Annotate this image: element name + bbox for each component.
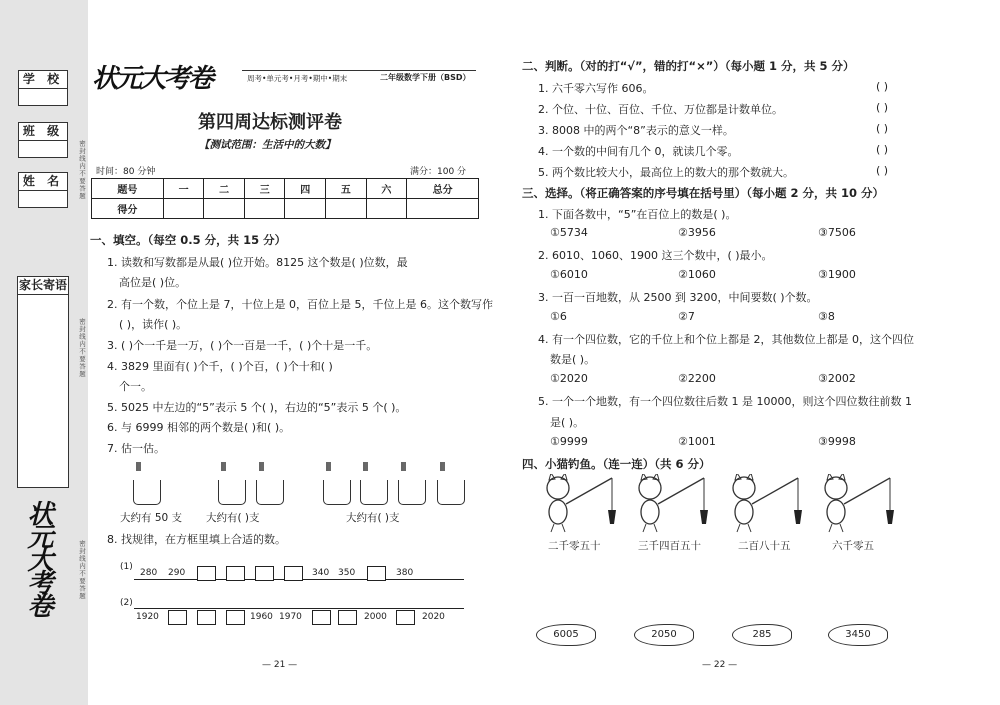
estimate-label-2: 大约有( )支 (206, 512, 260, 524)
seq1-label: (1) (120, 562, 133, 572)
cup-icon (133, 480, 161, 505)
sidebar-logo: 状元大考卷 (23, 500, 53, 615)
pencils-icon: ||||| (439, 462, 445, 472)
choice-q1-opt-2[interactable]: ②3956 (678, 226, 716, 239)
cup-icon (256, 480, 284, 505)
q4-line-b: 个一。 (119, 380, 152, 393)
school-label: 学 校 (19, 71, 67, 89)
score-entry-row (92, 199, 479, 219)
choice-q1-opt-3[interactable]: ③7506 (818, 226, 856, 239)
number-line-2 (134, 608, 464, 609)
seq2-answer-box[interactable] (168, 610, 187, 625)
seq1-answer-box[interactable] (226, 566, 245, 581)
seq1-answer-box[interactable] (367, 566, 386, 581)
choice-q1-opt-1[interactable]: ①5734 (550, 226, 588, 239)
pencils-icon: ||||| (325, 462, 331, 472)
score-cell: 三 (244, 179, 285, 199)
estimate-label-3: 大约有( )支 (346, 512, 400, 524)
pencils-icon: ||||| (135, 462, 141, 472)
header-logo: 状元大考卷 (92, 64, 213, 94)
seq2-tick: 1970 (279, 612, 302, 622)
seq1-answer-box[interactable] (284, 566, 303, 581)
choice-q2-opt-3[interactable]: ③1900 (818, 268, 856, 281)
header-rule (242, 70, 476, 71)
score-header-row (92, 179, 479, 199)
judge-item-5: 5. 两个数比较大小，最高位上的数大的那个数就大。 (538, 166, 794, 179)
choice-q4-opt-3[interactable]: ③2002 (818, 372, 856, 385)
score-cell: 题号 (92, 179, 164, 199)
seq2-tick: 2020 (422, 612, 445, 622)
cup-icon (437, 480, 465, 505)
choice-q2: 2. 6010、1060、1900 这三个数中，( )最小。 (538, 249, 773, 262)
fish-4[interactable]: 3450 (828, 624, 888, 646)
choice-q5-opt-2[interactable]: ②1001 (678, 435, 716, 448)
q5-line: 5. 5025 中左边的“5”表示 5 个( )，右边的“5”表示 5 个( )。 (107, 401, 407, 414)
seal-line-note-2: 密封线内不要答题 (78, 318, 86, 378)
choice-q5-b: 是( )。 (550, 416, 585, 429)
pencils-icon: ||||| (258, 462, 264, 472)
judge-item-2: 2. 个位、十位、百位、千位、万位都是计数单位。 (538, 103, 783, 116)
score-label: 满分：100 分 (410, 167, 467, 177)
parent-message-label: 家长寄语 (18, 277, 68, 295)
choice-q3-opt-2[interactable]: ②7 (678, 310, 695, 323)
score-table (91, 178, 479, 219)
score-cell: 总分 (407, 179, 479, 199)
score-input[interactable] (366, 199, 407, 219)
q3-line: 3. ( )个一千是一万，( )个一百是一千，( )个十是一千。 (107, 339, 378, 352)
judge-answer-3[interactable]: ( ) (876, 122, 889, 135)
seq2-answer-box[interactable] (312, 610, 331, 625)
choice-q4-opt-2[interactable]: ②2200 (678, 372, 716, 385)
seq2-tick: 1960 (250, 612, 273, 622)
score-cell: 六 (366, 179, 407, 199)
judge-item-3: 3. 8008 中的两个“8”表示的意义一样。 (538, 124, 734, 137)
choice-q5-a: 5. 一个一个地数，有一个四位数往后数 1 是 10000，则这个四位数往前数 1 (538, 395, 912, 408)
class-field[interactable] (18, 122, 68, 158)
cup-icon (218, 480, 246, 505)
estimate-label-1: 大约有 50 支 (120, 512, 183, 524)
q8-line: 8. 找规律，在方框里填上合适的数。 (107, 533, 286, 546)
score-input[interactable] (285, 199, 326, 219)
q2-line-b: ( )，读作( )。 (119, 318, 188, 331)
part4-heading: 四、小猫钓鱼。（连一连）（共 6 分） (522, 457, 711, 471)
judge-answer-2[interactable]: ( ) (876, 101, 889, 114)
seq1-answer-box[interactable] (197, 566, 216, 581)
cup-icon (398, 480, 426, 505)
score-cell: 一 (163, 179, 204, 199)
seq1-tick: 280 (140, 568, 158, 578)
choice-q3-opt-1[interactable]: ①6 (550, 310, 567, 323)
score-input[interactable] (204, 199, 245, 219)
q4-line-a: 4. 3829 里面有( )个千，( )个百，( )个十和( ) (107, 360, 333, 373)
fishing-cat-icon (540, 474, 620, 534)
fish-3[interactable]: 285 (732, 624, 792, 646)
test-scope: 【测试范围：生活中的大数】 (199, 139, 336, 151)
fishing-cat-icon (632, 474, 712, 534)
time-label: 时间：80 分钟 (96, 167, 156, 177)
page-number-right: — 22 — (702, 660, 738, 670)
score-input[interactable] (163, 199, 204, 219)
judge-answer-1[interactable]: ( ) (876, 80, 889, 93)
q6-line: 6. 与 6999 相邻的两个数是( )和( )。 (107, 421, 291, 434)
seq2-answer-box[interactable] (226, 610, 245, 625)
seal-line-note-3: 密封线内不要答题 (78, 540, 86, 600)
score-input[interactable] (244, 199, 285, 219)
seq2-answer-box[interactable] (338, 610, 357, 625)
cup-icon (360, 480, 388, 505)
part3-heading: 三、选择。（将正确答案的序号填在括号里）（每小题 2 分，共 10 分） (522, 186, 885, 200)
score-cell: 五 (326, 179, 367, 199)
choice-q4-b: 数是( )。 (550, 353, 596, 366)
seq2-answer-box[interactable] (197, 610, 216, 625)
cat-label-2: 三千四百五十 (638, 540, 701, 552)
pencils-icon: ||||| (362, 462, 368, 472)
score-input[interactable] (407, 199, 479, 219)
seq1-answer-box[interactable] (255, 566, 274, 581)
choice-q2-opt-2[interactable]: ②1060 (678, 268, 716, 281)
choice-q4-a: 4. 有一个四位数，它的千位上和个位上都是 2，其他数位上都是 0，这个四位 (538, 333, 914, 346)
score-cell: 二 (204, 179, 245, 199)
seq1-tick: 340 (312, 568, 330, 578)
judge-item-1: 1. 六千零六写作 606。 (538, 82, 654, 95)
score-cell: 得分 (92, 199, 164, 219)
fishing-cat-icon (726, 474, 806, 534)
fish-1[interactable]: 6005 (536, 624, 596, 646)
choice-q2-opt-1[interactable]: ①6010 (550, 268, 588, 281)
header-course: 二年级数学下册（BSD） (380, 73, 471, 82)
page-title: 第四周达标测评卷 (198, 112, 342, 133)
seal-line-note-1: 密封线内不要答题 (78, 140, 86, 200)
choice-q5-opt-3[interactable]: ③9998 (818, 435, 856, 448)
class-label: 班 级 (19, 123, 67, 141)
judge-answer-4[interactable]: ( ) (876, 143, 889, 156)
pencils-icon: ||||| (220, 462, 226, 472)
fishing-cat-icon (818, 474, 898, 534)
seq2-tick: 2000 (364, 612, 387, 622)
score-input[interactable] (326, 199, 367, 219)
part2-heading: 二、判断。（对的打“√”，错的打“×”）（每小题 1 分，共 5 分） (522, 59, 855, 73)
score-cell: 四 (285, 179, 326, 199)
seq2-answer-box[interactable] (396, 610, 415, 625)
seq1-tick: 350 (338, 568, 356, 578)
seq1-tick: 380 (396, 568, 414, 578)
header-tags: 周考•单元考•月考•期中•期末 (247, 74, 348, 83)
name-field[interactable] (18, 172, 68, 208)
pencils-icon: ||||| (400, 462, 406, 472)
cat-label-4: 六千零五 (832, 540, 874, 552)
school-field[interactable] (18, 70, 68, 106)
q1-line-a: 1. 读数和写数都是从最( )位开始。8125 这个数是( )位数，最 (107, 256, 408, 269)
choice-q3-opt-3[interactable]: ③8 (818, 310, 835, 323)
choice-q4-opt-1[interactable]: ①2020 (550, 372, 588, 385)
part1-heading: 一、填空。（每空 0.5 分，共 15 分） (90, 233, 287, 247)
page-number-left: — 21 — (262, 660, 298, 670)
choice-q3: 3. 一百一百地数，从 2500 到 3200，中间要数( )个数。 (538, 291, 818, 304)
choice-q1: 1. 下面各数中，“5”在百位上的数是( )。 (538, 208, 737, 221)
seq1-tick: 290 (168, 568, 186, 578)
cat-label-1: 二千零五十 (548, 540, 601, 552)
q2-line-a: 2. 有一个数，个位上是 7，十位上是 0，百位上是 5，千位上是 6。这个数写作 (107, 298, 493, 311)
judge-answer-5[interactable]: ( ) (876, 164, 889, 177)
seq2-label: (2) (120, 598, 133, 608)
parent-message-box[interactable] (17, 276, 69, 488)
cat-label-3: 二百八十五 (738, 540, 791, 552)
name-label: 姓 名 (19, 173, 67, 191)
seq2-tick: 1920 (136, 612, 159, 622)
q7-line: 7. 估一估。 (107, 442, 165, 455)
q1-line-b: 高位是( )位。 (119, 276, 187, 289)
choice-q5-opt-1[interactable]: ①9999 (550, 435, 588, 448)
fish-2[interactable]: 2050 (634, 624, 694, 646)
cup-icon (323, 480, 351, 505)
judge-item-4: 4. 一个数的中间有几个 0，就读几个零。 (538, 145, 739, 158)
